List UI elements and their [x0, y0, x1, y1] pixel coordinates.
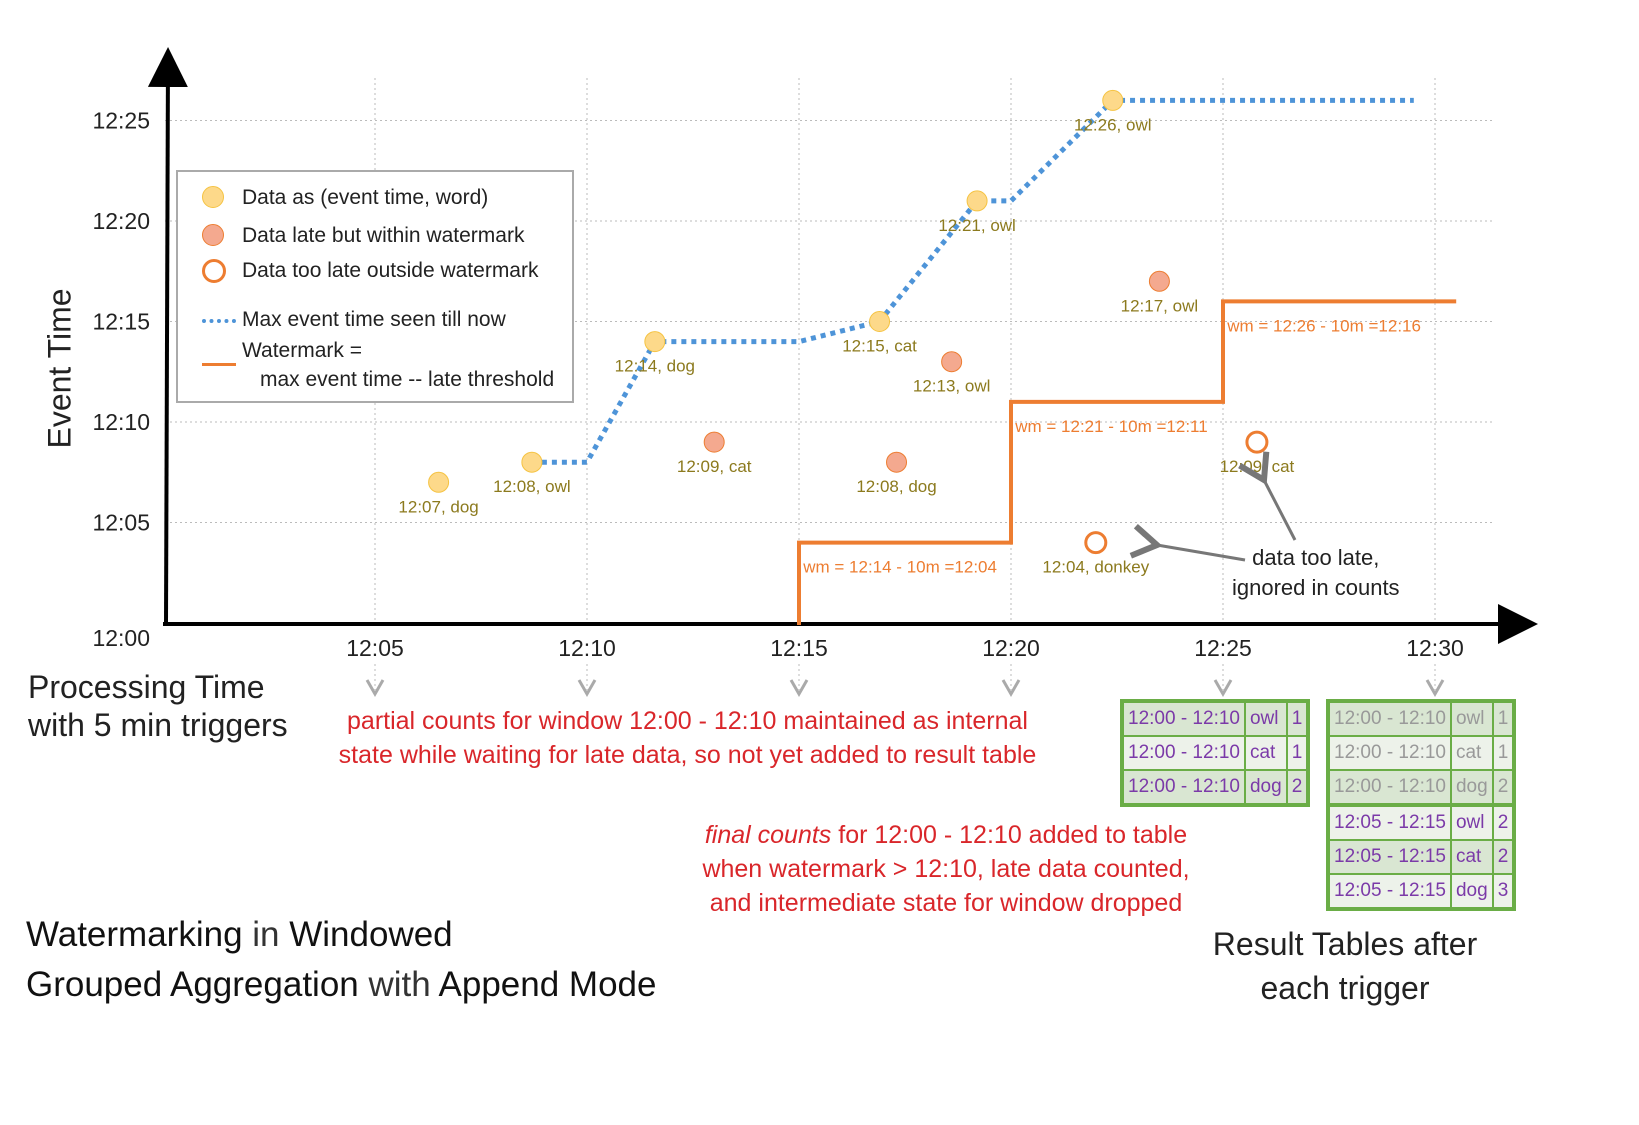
- data-point: [870, 312, 890, 332]
- too-late-point: [1247, 432, 1267, 452]
- partial-counts-note: [320, 704, 1055, 772]
- point-label: 12:09, cat: [676, 457, 752, 477]
- title-part: Append Mode: [438, 965, 657, 1004]
- point-label: 12:17, owl: [1120, 296, 1199, 316]
- table-cell: cat: [1451, 840, 1493, 874]
- table-cell: 1: [1493, 736, 1515, 770]
- salmon-circle-icon: [202, 224, 224, 246]
- trigger-arrow-icon: [1003, 680, 1019, 694]
- table-cell: 12:00 - 12:10: [1122, 736, 1245, 770]
- point-label: 12:08, owl: [493, 477, 571, 497]
- table-row: [1122, 736, 1308, 770]
- data-point: [429, 472, 449, 492]
- x-axis-label: Processing Time: [28, 669, 265, 705]
- late-point: [942, 352, 962, 372]
- x-tick-label: 12:30: [1406, 635, 1464, 661]
- table-cell: dog: [1245, 770, 1287, 805]
- title-part: Windowed: [289, 915, 453, 954]
- note-line: when watermark > 12:10, late data counted,: [702, 855, 1190, 883]
- table-cell: 12:00 - 12:10: [1328, 736, 1451, 770]
- data-point: [645, 332, 665, 352]
- hollow-circle-icon: [202, 259, 226, 283]
- table-cell: 12:05 - 12:15: [1328, 805, 1451, 840]
- y-axis-title: Event Time: [41, 288, 78, 449]
- too-late-point: [1086, 533, 1106, 553]
- legend-item: [242, 186, 488, 210]
- x-axis-sublabel: with 5 min triggers: [28, 707, 288, 743]
- table-cell: 12:00 - 12:10: [1328, 701, 1451, 736]
- legend-label: max event time -- late threshold: [260, 368, 555, 391]
- data-point: [1103, 90, 1123, 110]
- table-row: [1328, 770, 1514, 805]
- table-row: [1328, 736, 1514, 770]
- x-tick-label: 12:20: [982, 635, 1040, 661]
- table-row: [1328, 840, 1514, 874]
- y-axis: [166, 55, 168, 624]
- legend-item: [260, 368, 554, 392]
- y-tick-label: 12:10: [92, 409, 150, 435]
- point-label: 12:04, donkey: [1042, 557, 1150, 577]
- dotted-line-icon: [202, 319, 236, 323]
- point-label: 12:26, owl: [1074, 115, 1152, 135]
- table-cell: 2: [1493, 840, 1515, 874]
- x-tick-label: 12:15: [770, 635, 828, 661]
- trigger-arrow-icon: [367, 680, 383, 694]
- table-cell: 12:00 - 12:10: [1122, 770, 1245, 805]
- table-row: [1328, 701, 1514, 736]
- y-tick-label: 12:20: [92, 208, 150, 234]
- legend-box: [176, 170, 574, 403]
- legend-item: [242, 339, 362, 363]
- title-part: Grouped Aggregation: [26, 965, 359, 1004]
- table-row: [1122, 770, 1308, 805]
- note-line: partial counts for window 12:00 - 12:10 maintained as internal: [347, 707, 1028, 735]
- annotation-line: data too late,: [1252, 545, 1380, 570]
- legend-item: [242, 259, 538, 283]
- annotation-too-late: [1232, 543, 1400, 603]
- note-emphasis: final counts: [704, 821, 832, 849]
- table-cell: cat: [1245, 736, 1287, 770]
- table-cell: dog: [1451, 874, 1493, 909]
- note-line: [690, 818, 1202, 852]
- trigger-arrow-icon: [791, 680, 807, 694]
- result-table-12-30: [1326, 699, 1516, 911]
- y-tick-label: 12:05: [92, 509, 150, 536]
- caption-line: each trigger: [1260, 970, 1430, 1006]
- point-label: 12:14, dog: [614, 356, 696, 376]
- x-tick-label: 12:05: [346, 635, 404, 661]
- late-point: [887, 452, 907, 472]
- table-cell: owl: [1451, 805, 1493, 840]
- late-point: [1149, 271, 1169, 291]
- trigger-arrow-icon: [579, 680, 595, 694]
- max-event-time-line: [532, 100, 1414, 462]
- table-cell: 12:05 - 12:15: [1328, 840, 1451, 874]
- point-label: 12:13, owl: [912, 376, 991, 396]
- table-cell: 2: [1493, 805, 1515, 840]
- watermark-label: wm = 12:21 - 10m =12:11: [1015, 417, 1208, 436]
- table-cell: 1: [1287, 736, 1309, 770]
- table-row: [1328, 874, 1514, 909]
- table-cell: 2: [1493, 770, 1515, 805]
- legend-label: Data late but within watermark: [242, 224, 525, 247]
- legend-label: Watermark =: [242, 339, 362, 362]
- legend-label: Data as (event time, word): [242, 186, 489, 209]
- point-label: 12:07, dog: [398, 497, 479, 517]
- late-point: [704, 432, 724, 452]
- x-axis-title: [28, 668, 288, 744]
- orange-line-icon: [202, 363, 236, 366]
- table-row: [1328, 805, 1514, 840]
- table-cell: 12:05 - 12:15: [1328, 874, 1451, 909]
- data-point: [522, 452, 542, 472]
- table-cell: owl: [1245, 701, 1287, 736]
- final-counts-note: [690, 818, 1202, 920]
- point-label: 12:21, owl: [938, 215, 1016, 235]
- result-tables-caption: [1200, 922, 1490, 1010]
- note-line: state while waiting for late data, so not yet added to result table: [338, 741, 1037, 769]
- y-tick-label: 12:25: [92, 107, 150, 134]
- trigger-arrow-icon: [1215, 680, 1231, 694]
- data-point: [967, 191, 987, 211]
- diagram-title: [26, 910, 656, 1010]
- legend-item: [242, 224, 524, 248]
- y-tick-label: 12:00: [92, 625, 150, 651]
- note-text: for 12:00 - 12:10 added to table: [831, 821, 1188, 849]
- annotation-arrow: [1264, 480, 1295, 540]
- table-cell: 12:00 - 12:10: [1328, 770, 1451, 805]
- table-cell: 1: [1287, 701, 1309, 736]
- table-cell: dog: [1451, 770, 1493, 805]
- note-line: and intermediate state for window dropped: [709, 889, 1183, 917]
- point-label: 12:15, cat: [842, 336, 917, 356]
- point-label: 12:09, cat: [1219, 457, 1295, 477]
- x-tick-label: 12:25: [1194, 635, 1252, 661]
- table-cell: 3: [1493, 874, 1515, 909]
- legend-label: Data too late outside watermark: [242, 259, 539, 282]
- table-row: [1122, 701, 1308, 736]
- result-table-12-25: [1120, 699, 1310, 807]
- title-part: Watermarking: [26, 915, 243, 954]
- trigger-arrow-icon: [1427, 680, 1443, 694]
- x-tick-label: 12:10: [558, 635, 616, 661]
- table-cell: 1: [1493, 701, 1515, 736]
- caption-line: Result Tables after: [1212, 926, 1478, 962]
- table-cell: owl: [1451, 701, 1493, 736]
- table-cell: 2: [1287, 770, 1309, 805]
- table-cell: cat: [1451, 736, 1493, 770]
- point-label: 12:08, dog: [856, 477, 937, 497]
- legend-label: Max event time seen till now: [242, 308, 506, 331]
- table-cell: 12:00 - 12:10: [1122, 701, 1245, 736]
- legend-item: [242, 308, 506, 332]
- watermark-label: wm = 12:26 - 10m =12:16: [1227, 316, 1421, 336]
- title-part: with: [358, 965, 439, 1004]
- annotation-line: ignored in counts: [1232, 575, 1400, 600]
- title-part: in: [242, 915, 290, 954]
- watermark-label: wm = 12:14 - 10m =12:04: [803, 557, 997, 577]
- yellow-circle-icon: [202, 186, 224, 208]
- y-tick-label: 12:15: [92, 308, 150, 335]
